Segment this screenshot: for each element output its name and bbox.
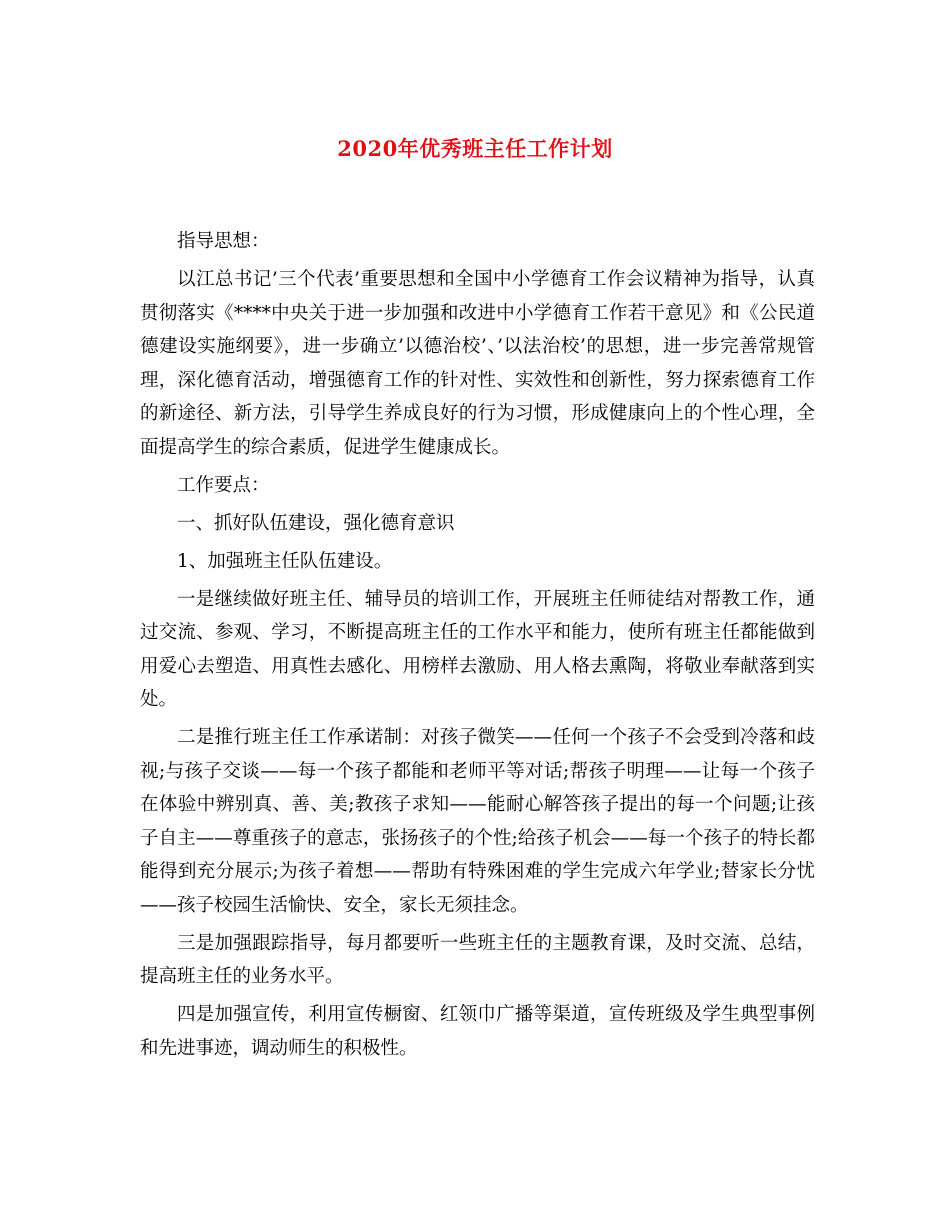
- paragraph-guiding-ideology: 以江总书记’三个代表’重要思想和全国中小学德育工作会议精神为指导，认真贯彻落实《****中央关于进一步加强和改进中小学德育工作若干意见》和《公民道德建设实施纲要》，进一步确立’以德治校’、’以法治校’的思想，进一步完善常规管理，深化德育活动，增强德育工作的针对性、实效性和创新性，努力探索德育工作的新途径、新方法，引导学生养成良好的行为习惯，形成健康向上的个性心理，全面提高学生的综合素质，促进学生健康成长。: [140, 269, 815, 458]
- paragraph-point-four: 四是加强宣传，利用宣传橱窗、红领巾广播等渠道，宣传班级及学生典型事例和先进事迹，调动师生的积极性。: [140, 1004, 815, 1059]
- paragraph-point-two: 二是推行班主任工作承诺制：对孩子微笑——任何一个孩子不会受到冷落和歧视;与孩子交谈——每一个孩子都能和老师平等对话;帮孩子明理——让每一个孩子在体验中辨别真、善、美;教孩子求知——能耐心解答孩子提出的每一个问题;让孩子自主——尊重孩子的意志，张扬孩子的个性;给孩子机会——每一个孩子的特长都能得到充分展示;为孩子着想——帮助有特殊困难的学生完成六年学业;替家长分忧——孩子校园生活愉快、安全，家长无须挂念。: [140, 727, 815, 916]
- paragraph-guiding-ideology-heading: 指导思想：: [177, 231, 270, 252]
- paragraph-item-one-heading: 1、加强班主任队伍建设。: [177, 550, 393, 572]
- paragraph-point-three: 三是加强跟踪指导，每月都要听一些班主任的主题教育课，及时交流、总结，提高班主任的业务水平。: [140, 932, 815, 987]
- document-body: [140, 225, 815, 1070]
- paragraph-work-points-heading: 工作要点：: [177, 474, 270, 496]
- paragraph-point-one: 一是继续做好班主任、辅导员的培训工作，开展班主任师徒结对帮教工作，通过交流、参观、学习，不断提高班主任的工作水平和能力，使所有班主任都能做到用爱心去塑造、用真性去感化、用榜样去激励、用人格去熏陶，将敬业奉献落到实处。: [140, 588, 815, 710]
- document-title: 2020年优秀班主任工作计划: [337, 136, 613, 161]
- paragraph-section-one-heading: 一、抓好队伍建设，强化德育意识: [177, 512, 455, 534]
